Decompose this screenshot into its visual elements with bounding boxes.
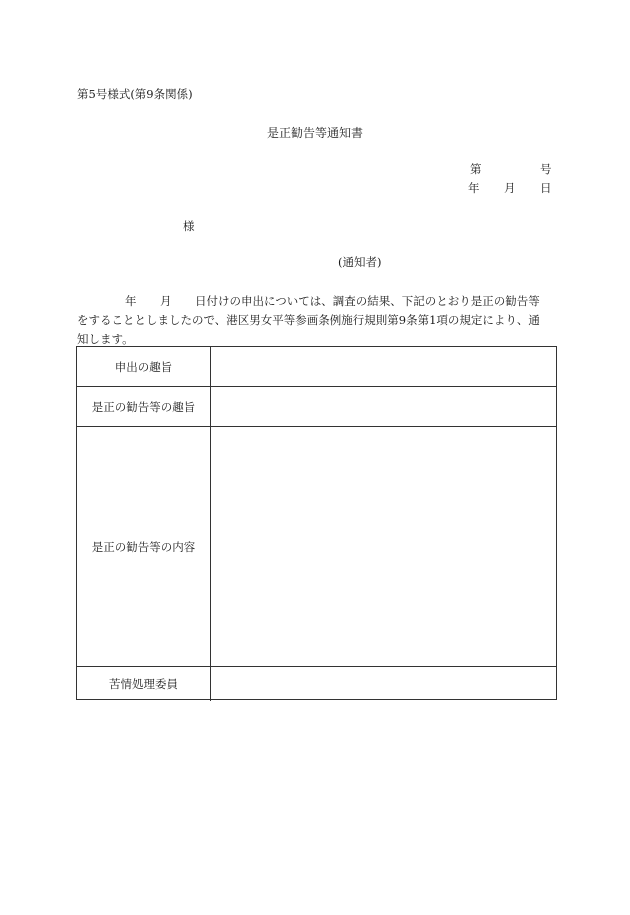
- table-row: [77, 347, 556, 387]
- grievance-commissioner-field[interactable]: [211, 667, 556, 701]
- document-number-prefix: 第: [470, 162, 482, 176]
- request-purpose-field[interactable]: [211, 347, 556, 386]
- recommendation-content-field[interactable]: [211, 427, 556, 666]
- body-line-2: をすることとしましたので、港区男女平等参画条例施行規則第9条第1項の規定により、通: [77, 313, 540, 327]
- date-day-label: 日: [540, 181, 552, 195]
- row-label-recommendation-purpose: 是正の勧告等の趣旨: [77, 387, 211, 426]
- date-month-label: 月: [504, 181, 516, 195]
- document-number-suffix: 号: [540, 162, 552, 176]
- table-row: [77, 427, 556, 667]
- document-title: 是正勧告等通知書: [266, 126, 363, 140]
- notifier-label: (通知者): [338, 255, 382, 269]
- table-row: [77, 387, 556, 427]
- form-number: 第5号様式(第9条関係): [77, 87, 193, 101]
- recommendation-purpose-field[interactable]: [211, 387, 556, 426]
- body-line-1-text: 日付けの申出については、調査の結果、下記のとおり是正の勧告等: [195, 294, 540, 308]
- body-year-label: 年: [125, 294, 137, 308]
- row-label-request-purpose: 申出の趣旨: [77, 347, 211, 386]
- date-year-label: 年: [468, 181, 480, 195]
- table-row: [77, 667, 556, 701]
- row-label-grievance-commissioner: 苦情処理委員: [77, 667, 211, 701]
- body-line-3: 知します。: [77, 332, 134, 346]
- row-label-recommendation-content: 是正の勧告等の内容: [77, 427, 211, 666]
- notice-table: [76, 346, 557, 700]
- addressee-honorific: 様: [183, 219, 195, 233]
- body-month-label: 月: [160, 294, 172, 308]
